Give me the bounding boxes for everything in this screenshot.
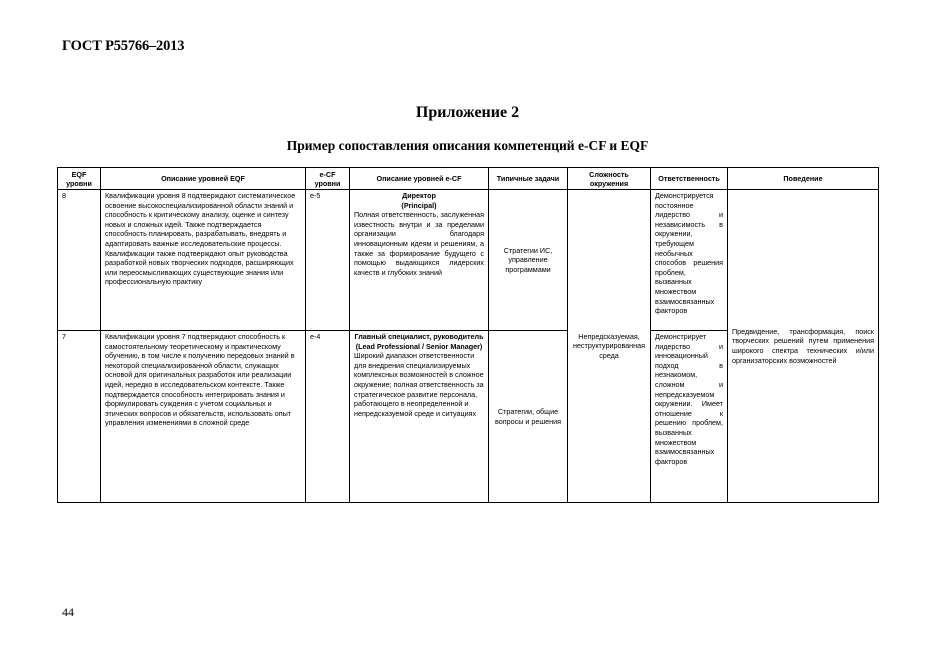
ecf-title: Директор xyxy=(402,191,436,200)
page-number: 44 xyxy=(62,605,74,619)
ecf-level-cell: e-4 xyxy=(306,331,350,503)
appendix-title: Приложение 2 xyxy=(415,104,520,121)
table-caption: Пример сопоставления описания компетенций e-CF и EQF xyxy=(286,138,649,153)
behavior-cell: Предвидение, трансформация, поиск творческих решений путем применения широкого спектра технических и/или организаторских возможностей xyxy=(728,190,879,503)
table-row xyxy=(58,190,879,331)
eqf-description-cell: Квалификации уровня 7 подтверждают способность к самостоятельному теоретическому и практическому обучению, в том числе к получению передовых знаний в некоторой специализированной области, служащих основой для оригинальных разработок или реализации идей, нередко в исследовательском контексте. Также подтверждается способность интегрировать знания и формулировать суждения с учетом социальных и этических вопросов и обязательств, использовать опыт управления изменениями в сложной среде xyxy=(101,331,306,503)
eqf-level-cell: 8 xyxy=(58,190,101,331)
col-header-behavior: Поведение xyxy=(728,168,879,190)
complexity-cell: Непредсказуемая, неструктурированная среда xyxy=(568,190,651,503)
col-header-eqf-level: EQF уровни xyxy=(58,168,101,190)
ecf-description-text: Полная ответственность, заслуженная известность внутри и за пределами организации благодаря инновационным идеям и решениям, а также за формирование будущего с помощью выдающихся лидерских качеств и глубоких знаний xyxy=(354,210,484,277)
col-header-ecf-description: Описание уровней e-CF xyxy=(350,168,489,190)
document-code: ГОСТ Р55766–2013 xyxy=(62,38,185,54)
ecf-description-text: Широкий диапазон ответственности для внедрения специализируемых комплексных возможностей в сложное окружение; полная ответственность за стратегическое развитие персонала, работающего в неопределенной и непредсказуемой среде и ситуациях xyxy=(354,351,484,418)
eqf-level-cell: 7 xyxy=(58,331,101,503)
ecf-description-cell xyxy=(350,331,489,503)
ecf-title: Главный специалист, руководитель xyxy=(354,332,484,341)
ecf-title-en: (Lead Professional / Senior Manager) xyxy=(355,341,483,351)
col-header-complexity: Сложность окружения xyxy=(568,168,651,190)
eqf-description-cell: Квалификации уровня 8 подтверждают систематическое освоение высокоспециализированной области знаний и способность к критическому анализу, оценке и синтезу новых и сложных идей. Также подтверждается способность планировать, разрабатывать, внедрять и адаптировать важные исследовательские процессы. Квалификации также подтверждают опыт руководства разработкой новых творческих подходов, расширяющих или переосмысливающих существующие знания или профессиональную практику xyxy=(101,190,306,331)
responsibility-cell: Демонстрируется постоянное лидерство и независимость в окружении, требующем необычных способов решения проблем, вызванных множеством взаимосвязанных факторов xyxy=(651,190,728,331)
col-header-eqf-description: Описание уровней EQF xyxy=(101,168,306,190)
col-header-responsibility: Ответственность xyxy=(651,168,728,190)
responsibility-cell: Демонстрирует лидерство и инновационный подход в незнакомом, сложном и непредсказуемом окружении. Имеет отношение к решению проблем, вызванных множеством взаимосвязанных факторов xyxy=(651,331,728,503)
ecf-level-cell: e-5 xyxy=(306,190,350,331)
ecf-description-cell xyxy=(350,190,489,331)
ecf-title-en: (Principal) xyxy=(401,200,437,210)
col-header-ecf-level: e-CF уровни xyxy=(306,168,350,190)
col-header-typical-tasks: Типичные задачи xyxy=(489,168,568,190)
typical-tasks-cell: Стратегии ИС, управление программами xyxy=(489,190,568,331)
competence-comparison-table xyxy=(57,167,879,503)
typical-tasks-cell: Стратегии, общие вопросы и решения xyxy=(489,331,568,503)
table-header-row xyxy=(58,168,879,190)
